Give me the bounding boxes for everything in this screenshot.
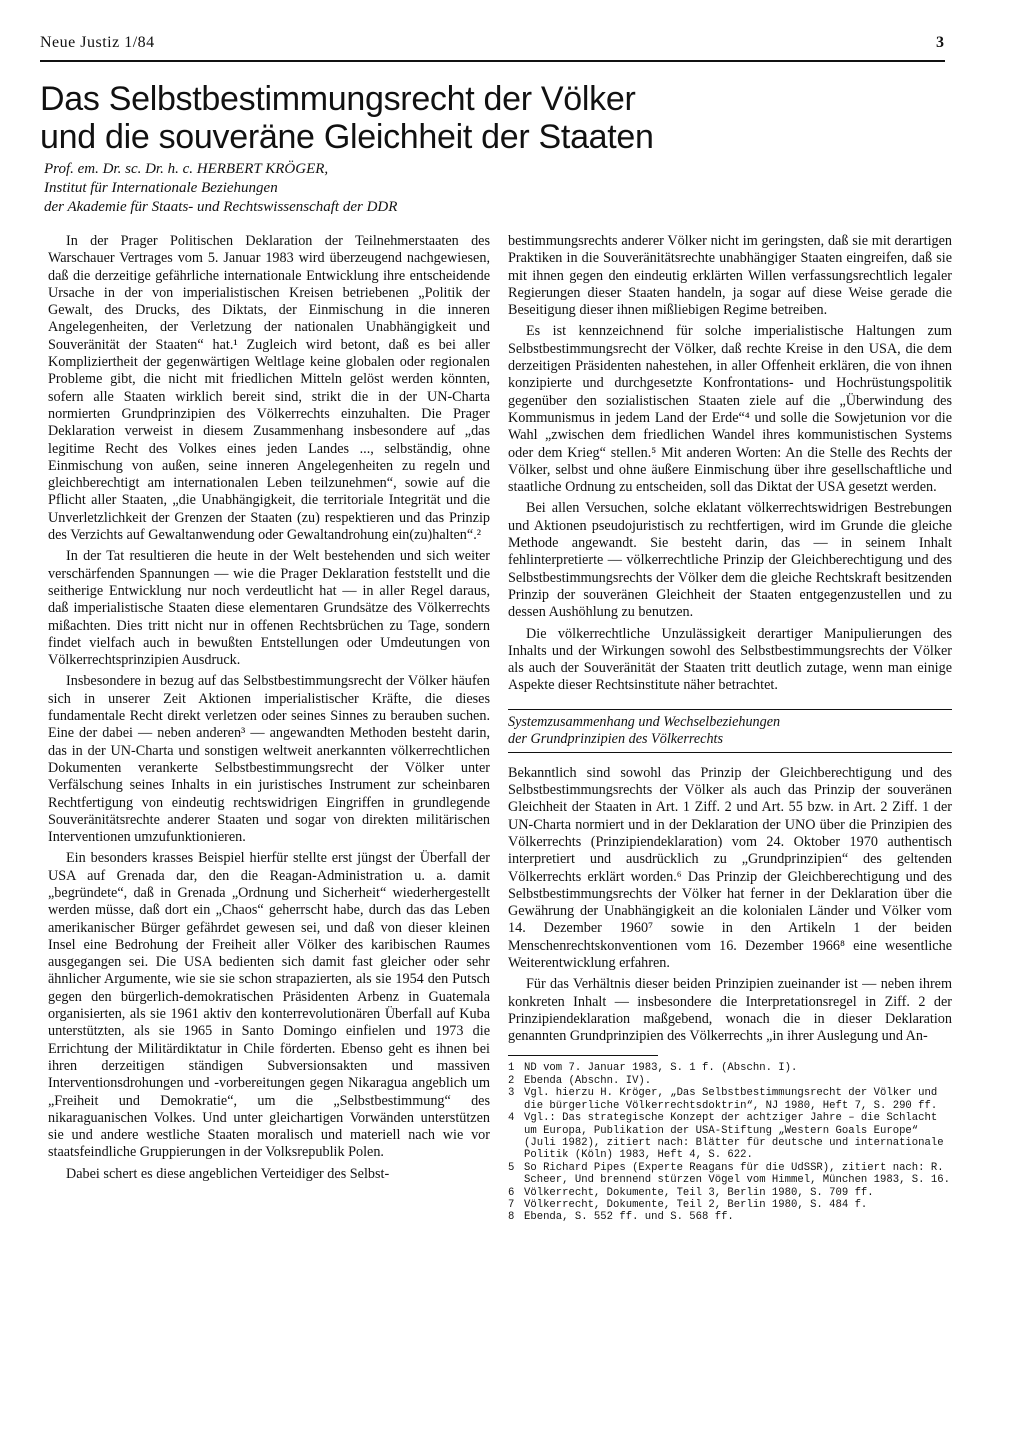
running-header bbox=[40, 34, 944, 58]
footnote-text: Vgl. hierzu H. Kröger, „Das Selbstbestimmungsrecht der Völker und die bürgerliche Völkerrechtsdoktrin“, NJ 1980, Heft 7, S. 290 ff. bbox=[524, 1087, 938, 1112]
footnote-number: 5 bbox=[508, 1161, 515, 1174]
paragraph: bestimmungsrechts anderer Völker nicht im geringsten, daß sie mit derartigen Praktiken in die Souveränitätsrechte unabhängiger Staaten eingreifen, daß sie mit ihnen gegen den eindeutig erklärten Willen verfassungsrechtlich legaler Regierungen dieser Staaten handeln, ja sogar auf diese Weise gerade die Beseitigung dieser ihnen mißliebigen Regime betreiben. bbox=[508, 233, 952, 319]
paragraph: Es ist kennzeichnend für solche imperialistische Haltungen zum Selbstbestimmungsrecht der Völker, daß rechte Kreise in den USA, die dem derzeitigen Präsidenten nahestehen, in aller Offenheit erklären, die von ihnen konzipierte und durchgesetzte Konfrontations- und Hochrüstungspolitik gegenüber den sozialistischen Staaten ziele auf die „Überwindung des Kommunismus in jedem Land der Erde“⁴ und solle die Sowjetunion vor die Wahl „zwischen dem friedlichen Wandel ihres kommunistischen Systems oder dem Krieg“ stellen.⁵ Mit anderen Worten: An die Stelle des Rechts der Völker, selbst und ohne äußere Einmischung über ihre gesellschaftliche und staatliche Ordnung zu entscheiden, soll das Diktat der USA gesetzt werden. bbox=[508, 323, 952, 496]
footnote-text: Vgl.: Das strategische Konzept der achtziger Jahre – die Schlacht um Europa, Publikation der USA-Stiftung „Western Goals Europe“ (Juli 1982), zitiert nach: Blätter für deutsche und internationale Politik (Köln) 1983, Heft 4, S. 622. bbox=[524, 1112, 944, 1162]
footnote bbox=[508, 1075, 952, 1087]
text-column-right bbox=[508, 233, 952, 1224]
footnote-number: 6 bbox=[508, 1186, 515, 1199]
text-column-left bbox=[48, 233, 490, 1187]
footnote bbox=[508, 1112, 952, 1162]
footnote-number: 7 bbox=[508, 1198, 515, 1211]
footnote-number: 2 bbox=[508, 1074, 515, 1087]
footnote bbox=[508, 1162, 952, 1187]
header-rule bbox=[40, 60, 945, 62]
paragraph: Bekanntlich sind sowohl das Prinzip der Gleichberechtigung und des Selbstbestimmungsrechts der Völker als auch das Prinzip der souveränen Gleichheit der Staaten in Art. 1 Ziff. 2 und Art. 55 bzw. in Art. 2 Ziff. 1 der UN-Charta normiert und in der Deklaration der UNO über die Prinzipien des Völkerrechts (Prinzipiendeklaration) vom 24. Oktober 1970 authentisch interpretiert und ausdrücklich zu „Grundprinzipien“ des geltenden Völkerrechts erklärt worden.⁶ Das Prinzip der Gleichberechtigung und des Selbstbestimmungsrechts der Völker hat ferner in der Deklaration über die Gewährung der Unabhängigkeit an die kolonialen Länder und Völker vom 14. Dezember 1960⁷ sowie in den Artikeln 1 der beiden Menschenrechtskonventionen vom 16. Dezember 1966⁸ eine wesentliche Weiterentwicklung erfahren. bbox=[508, 764, 952, 971]
footnote bbox=[508, 1087, 952, 1112]
footnote-text: Ebenda (Abschn. IV). bbox=[524, 1074, 652, 1087]
paragraph: Die völkerrechtliche Unzulässigkeit derartiger Manipulierungen des Inhalts und der Wirkungen sowohl des Selbstbestimmungsrechts der Völker als auch der Souveränität der Staaten tritt deutlich zutage, wenn man einige Aspekte dieser Rechtsinstitute näher betrachtet. bbox=[508, 625, 952, 694]
footnote bbox=[508, 1199, 952, 1211]
journal-issue: Neue Justiz 1/84 bbox=[40, 34, 155, 51]
footnote bbox=[508, 1062, 952, 1074]
paragraph: Ein besonders krasses Beispiel hierfür stellte erst jüngst der Überfall der USA auf Grenada dar, den die Reagan-Administration u. a. damit „begründete“, daß in Grenada „Ordnung und Sicherheit“ wiederhergestellt werden müsse, daß dort ein „Chaos“ geherrscht habe, durch das das Leben amerikanischer Bürger gefährdet gewesen sei, und daß von dieser kleinen Insel eine Bedrohung der Freiheit aller Völker des karibischen Raumes ausgegangen sei. Die USA bedienten sich damit fast gleicher oder sehr ähnlicher Argumente, wie sie sie schon strapazierten, als sie 1954 den Putsch gegen den bürgerlich-demokratischen Präsidenten Arbenz in Guatemala organisierten, als sie 1961 aktiv den konterrevolutionären Überfall auf Kuba unterstützten, als sie 1965 in Santo Domingo einfielen und 1973 die Errichtung der Militärdiktatur in Chile förderten. Ebenso geht es ihnen bei ihren derzeitigen ständigen Subversionsakten und massiven Interventionsdrohungen und -vorbereitungen gegen Nikaragua angeblich um „Freiheit und Demokratie“, um die „Selbstbestimmung“ des nikaraguanischen Volkes. Und unter gleichartigen Vorwänden unterstützen sie und andere westliche Staaten moralisch und materiell nach wie vor staatsfeindliche Gruppierungen in der Volksrepublik Polen. bbox=[48, 850, 490, 1161]
byline bbox=[44, 160, 644, 217]
paragraph: In der Prager Politischen Deklaration der Teilnehmerstaaten des Warschauer Vertrages vom 5. Januar 1983 wird überzeugend nachgewiesen, daß die derzeitige gefährliche internationale Entwicklung ihre entscheidende Ursache in der von imperialistischen Kreisen betriebenen „Politik der Gewalt, des Drucks, des Diktats, der Einmischung in die inneren Angelegenheiten, der Verletzung der nationalen Unabhängigkeit und Souveränität der Staaten“ hat.¹ Zugleich wird betont, daß es bei aller Kompliziertheit der gegenwärtigen Weltlage keine globalen oder regionalen Probleme gibt, die nicht mit friedlichen Mitteln gelöst werden könnten, sofern alle Staaten wirklich bereit sind, strikt die in der UN-Charta normierten Grundprinzipien des Völkerrechts einzuhalten. Die Prager Deklaration verweist in diesem Zusammenhang insbesondere auf „das legitime Recht des Volkes eines jeden Landes ..., selbständig, ohne Einmischung von außen, seine inneren Angelegenheiten zu regeln und gleichberechtigt am internationalen Leben teilzunehmen“, sowie auf die Pflicht aller Staaten, „die Unabhängigkeit, die territoriale Integrität und die Unverletzlichkeit der Grenzen der Staaten (zu) respektieren und das Prinzip des Verzichts auf Gewaltanwendung oder Gewaltandrohung ein(zu)halten“.² bbox=[48, 233, 490, 544]
footnote-text: Völkerrecht, Dokumente, Teil 2, Berlin 1980, S. 484 f. bbox=[524, 1198, 868, 1211]
title-line-2: und die souveräne Gleichheit der Staaten bbox=[40, 118, 654, 156]
footnote-number: 3 bbox=[508, 1087, 515, 1100]
footnote-text: Ebenda, S. 552 ff. und S. 568 ff. bbox=[524, 1211, 734, 1224]
subheading-line-1: Systemzusammenhang und Wechselbeziehungen bbox=[508, 713, 781, 730]
paragraph: In der Tat resultieren die heute in der Welt bestehenden und sich weiter verschärfenden Spannungen — wie die Prager Deklaration feststellt und die seitherige Entwicklung nur noch verdeutlicht hat — in aller Regel daraus, daß imperialistische Staaten diese elementaren Grundsätze des Völkerrechts mißachten. Dies tritt nicht nur in offenen Rechtsbrüchen zu Tage, sondern findet vielfach auch in bewußten Entstellungen oder Umdeutungen von Völkerrechtsprinzipien Ausdruck. bbox=[48, 548, 490, 669]
footnote bbox=[508, 1211, 952, 1223]
affiliation-line-2: der Akademie für Staats- und Rechtswissenschaft der DDR bbox=[44, 199, 398, 215]
article-title bbox=[40, 80, 960, 156]
page-number: 3 bbox=[936, 34, 944, 51]
footnote bbox=[508, 1187, 952, 1199]
paragraph: Bei allen Versuchen, solche eklatant völkerrechtswidrigen Bestrebungen und Aktionen pseudojuristisch zu rechtfertigen, wird im Grunde die gleiche Methode angewandt. Sie besteht darin, das — in seinem Inhalt fehlinterpretierte — völkerrechtliche Prinzip der Gleichberechtigung und des Selbstbestimmungsrechts der Völker dem die gleiche Rechtskraft besitzenden Prinzip der souveränen Gleichheit der Staaten entgegenzustellen und zu dessen Aushöhlung zu benutzen. bbox=[508, 500, 952, 621]
footnotes bbox=[508, 1055, 952, 1223]
paragraph: Dabei schert es diese angeblichen Verteidiger des Selbst- bbox=[66, 1165, 390, 1182]
footnote-text: ND vom 7. Januar 1983, S. 1 f. (Abschn. I). bbox=[524, 1062, 798, 1075]
subheading-line-2: der Grundprinzipien des Völkerrechts bbox=[508, 730, 724, 747]
section-subheading bbox=[508, 709, 952, 753]
footnote-number: 1 bbox=[508, 1062, 515, 1075]
author: Prof. em. Dr. sc. Dr. h. c. HERBERT KRÖGER, bbox=[44, 161, 329, 177]
footnote-separator bbox=[508, 1055, 658, 1056]
footnote-text: So Richard Pipes (Experte Reagans für die UdSSR), zitiert nach: R. Scheer, Und brennend stürzen Vögel vom Himmel, München 1983, S. 16. bbox=[524, 1161, 950, 1187]
paragraph: Für das Verhältnis dieser beiden Prinzipien zueinander ist — neben ihrem konkreten Inhalt — insbesondere die Interpretationsregel in Ziff. 2 der Prinzipiendeklaration maßgebend, wonach die in dieser Deklaration genannten Grundprinzipien des Völkerrechts „in ihrer Auslegung und An- bbox=[508, 976, 952, 1045]
title-line-1: Das Selbstbestimmungsrecht der Völker bbox=[40, 80, 636, 118]
footnote-number: 4 bbox=[508, 1112, 515, 1125]
paragraph: Insbesondere in bezug auf das Selbstbestimmungsrecht der Völker häufen sich in unserer Zeit Aktionen imperialistischer Kräfte, die dieses fundamentale Recht direkt verletzen oder seines Sinnes zu berauben suchen. Eine der dabei — neben anderen³ — angewandten Methoden besteht darin, das in der UN-Charta und sonstigen weltweit anerkannten völkerrechtlichen Dokumenten verankerte Selbstbestimmungsrecht der Völker unter Verfälschung seines Inhalts in ein juristisches Instrument zur scheinbaren Rechtfertigung von eindeutig rechtswidrigen Eingriffen in grundlegende Souveränitätsrechte anderer Staaten und sogar von direkten militärischen Interventionen umzufunktionieren. bbox=[48, 673, 490, 846]
footnote-number: 8 bbox=[508, 1211, 515, 1224]
footnote-text: Völkerrecht, Dokumente, Teil 3, Berlin 1980, S. 709 ff. bbox=[524, 1186, 874, 1199]
affiliation-line-1: Institut für Internationale Beziehungen bbox=[44, 180, 278, 196]
